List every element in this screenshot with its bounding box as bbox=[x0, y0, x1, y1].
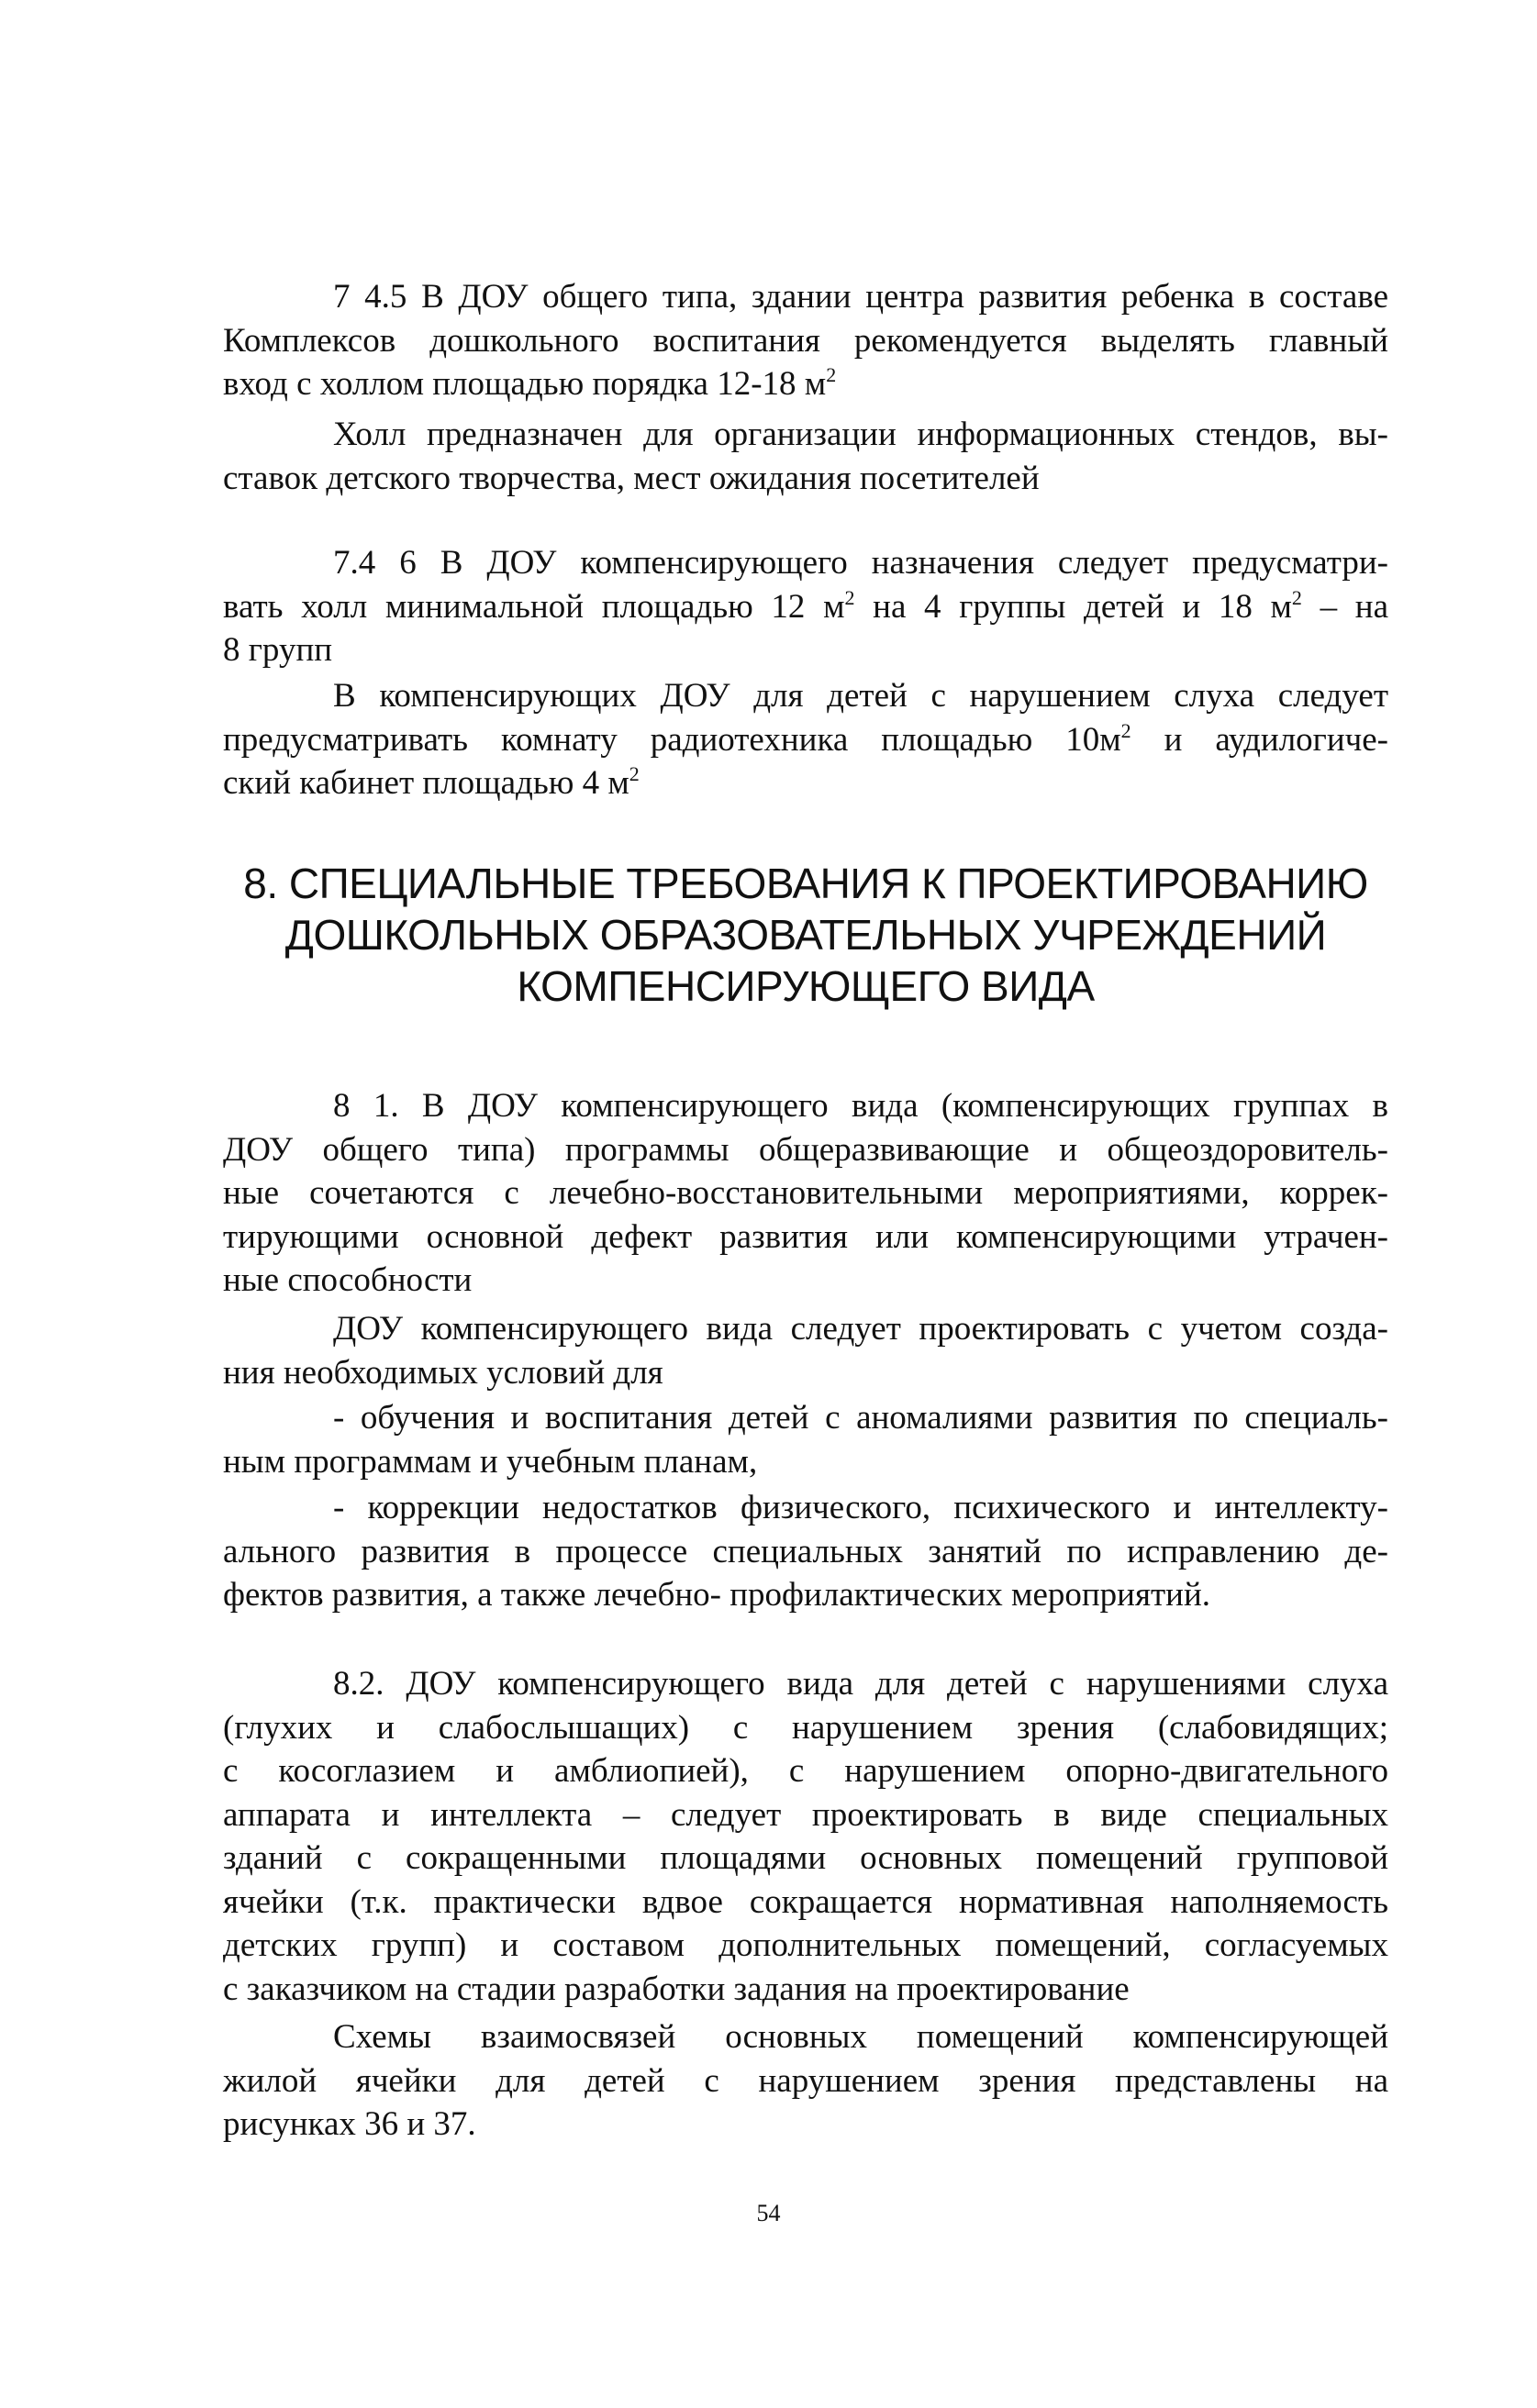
text-line: 7 4.5 В ДОУ общего типа, здании центра развития ребенка в составе bbox=[333, 278, 1388, 316]
text-line: рисунках 36 и 37. bbox=[223, 2105, 476, 2143]
text-line: - коррекции недостатков физического, психического и интеллекту- bbox=[333, 1489, 1388, 1526]
text-line: ния необходимых условий для bbox=[223, 1353, 663, 1392]
text-line: ального развития в процессе специальных занятий по исправлению де- bbox=[223, 1532, 1388, 1570]
superscript: 2 bbox=[629, 762, 640, 785]
text-line: (глухих и слабослышащих) с нарушением зрения (слабовидящих; bbox=[223, 1708, 1388, 1747]
text-line: ячейки (т.к. практически вдвое сокращается нормативная наполняемость bbox=[223, 1882, 1388, 1921]
text-fragment: вать холл минимальной площадью 12 м bbox=[223, 587, 845, 626]
paragraph-8-2 bbox=[223, 1662, 1388, 2011]
page-number: 54 bbox=[756, 2200, 781, 2226]
text-line bbox=[223, 362, 1388, 406]
text-line: с заказчиком на стадии разработки задания на проектирование bbox=[223, 1970, 1130, 2008]
text-line: жилой ячейки для детей с нарушением зрения представлены на bbox=[223, 2061, 1388, 2100]
text-line: 8 1. В ДОУ компенсирующего вида (компенсирующих группах в bbox=[333, 1087, 1388, 1125]
text-line: 8.2. ДОУ компенсирующего вида для детей с нарушениями слуха bbox=[333, 1665, 1388, 1703]
text-line bbox=[223, 585, 1388, 629]
text-line: с косоглазием и амблиопией), с нарушением опорно-двигательного bbox=[223, 1752, 1388, 1790]
text-fragment: на 4 группы детей и 18 м bbox=[854, 587, 1292, 626]
heading-line: КОМПЕНСИРУЮЩЕГО ВИДА bbox=[517, 962, 1095, 1010]
paragraph-7-4-6 bbox=[223, 541, 1388, 672]
text-line: Холл предназначен для организации информационных стендов, вы- bbox=[333, 416, 1388, 453]
text-fragment: ский кабинет площадью 4 м bbox=[223, 764, 629, 802]
text-line: В компенсирующих ДОУ для детей с нарушением слуха следует bbox=[333, 677, 1388, 715]
text-line: 8 групп bbox=[223, 631, 333, 669]
text-line: ные сочетаются с лечебно-восстановительными мероприятиями, коррек- bbox=[223, 1174, 1388, 1212]
list-item-education bbox=[223, 1396, 1388, 1483]
text-line: ДОУ общего типа) программы общеразвивающие и общеоздоровитель- bbox=[223, 1130, 1388, 1169]
paragraph-8-1-conditions bbox=[223, 1307, 1388, 1394]
paragraph-7-4-5 bbox=[223, 275, 1388, 406]
paragraph-8-2-schemes bbox=[223, 2015, 1388, 2147]
superscript: 2 bbox=[1291, 585, 1302, 609]
heading-line: 8. СПЕЦИАЛЬНЫЕ ТРЕБОВАНИЯ К ПРОЕКТИРОВАНИЮ bbox=[243, 860, 1368, 907]
paragraph-7-4-6-hearing bbox=[223, 674, 1388, 805]
superscript: 2 bbox=[826, 363, 837, 386]
paragraph-7-4-5-hall bbox=[223, 413, 1388, 500]
heading-line: ДОШКОЛЬНЫХ ОБРАЗОВАТЕЛЬНЫХ УЧРЕЖДЕНИЙ bbox=[284, 911, 1327, 959]
text-fragment: предусматривать комнату радиотехника площадью 10м bbox=[223, 720, 1121, 759]
text-fragment: и аудилогиче- bbox=[1130, 720, 1389, 759]
superscript: 2 bbox=[1120, 718, 1131, 742]
text-line: зданий с сокращенными площадями основных помещений групповой bbox=[223, 1839, 1388, 1877]
text-line: аппарата и интеллекта – следует проектировать в виде специальных bbox=[223, 1795, 1388, 1834]
text-line: ным программам и учебным планам, bbox=[223, 1442, 758, 1481]
text-line: ставок детского творчества, мест ожидания посетителей bbox=[223, 459, 1040, 497]
text-line: ДОУ компенсирующего вида следует проектировать с учетом созда- bbox=[333, 1310, 1388, 1348]
text-fragment: вход с холлом площадью порядка 12-18 м bbox=[223, 365, 827, 403]
text-line: 7.4 6 В ДОУ компенсирующего назначения следует предусматри- bbox=[333, 544, 1388, 582]
text-line: Комплексов дошкольного воспитания рекомендуется выделять главный bbox=[223, 321, 1388, 360]
text-line: Схемы взаимосвязей основных помещений компенсирующей bbox=[333, 2018, 1388, 2056]
text-line: - обучения и воспитания детей с аномалиями развития по специаль- bbox=[333, 1399, 1388, 1437]
section-heading bbox=[223, 858, 1388, 1012]
text-line: тирующими основной дефект развития или компенсирующими утрачен- bbox=[223, 1217, 1388, 1256]
text-line: ные способности bbox=[223, 1261, 473, 1299]
text-line: фектов развития, а также лечебно- профилактических мероприятий. bbox=[223, 1576, 1211, 1614]
superscript: 2 bbox=[844, 585, 855, 609]
text-line bbox=[223, 761, 1388, 805]
list-item-correction bbox=[223, 1486, 1388, 1617]
text-line bbox=[223, 718, 1388, 762]
paragraph-8-1 bbox=[223, 1084, 1388, 1303]
text-fragment: – на bbox=[1301, 587, 1388, 626]
text-line: детских групп) и составом дополнительных помещений, согласуемых bbox=[223, 1926, 1388, 1964]
